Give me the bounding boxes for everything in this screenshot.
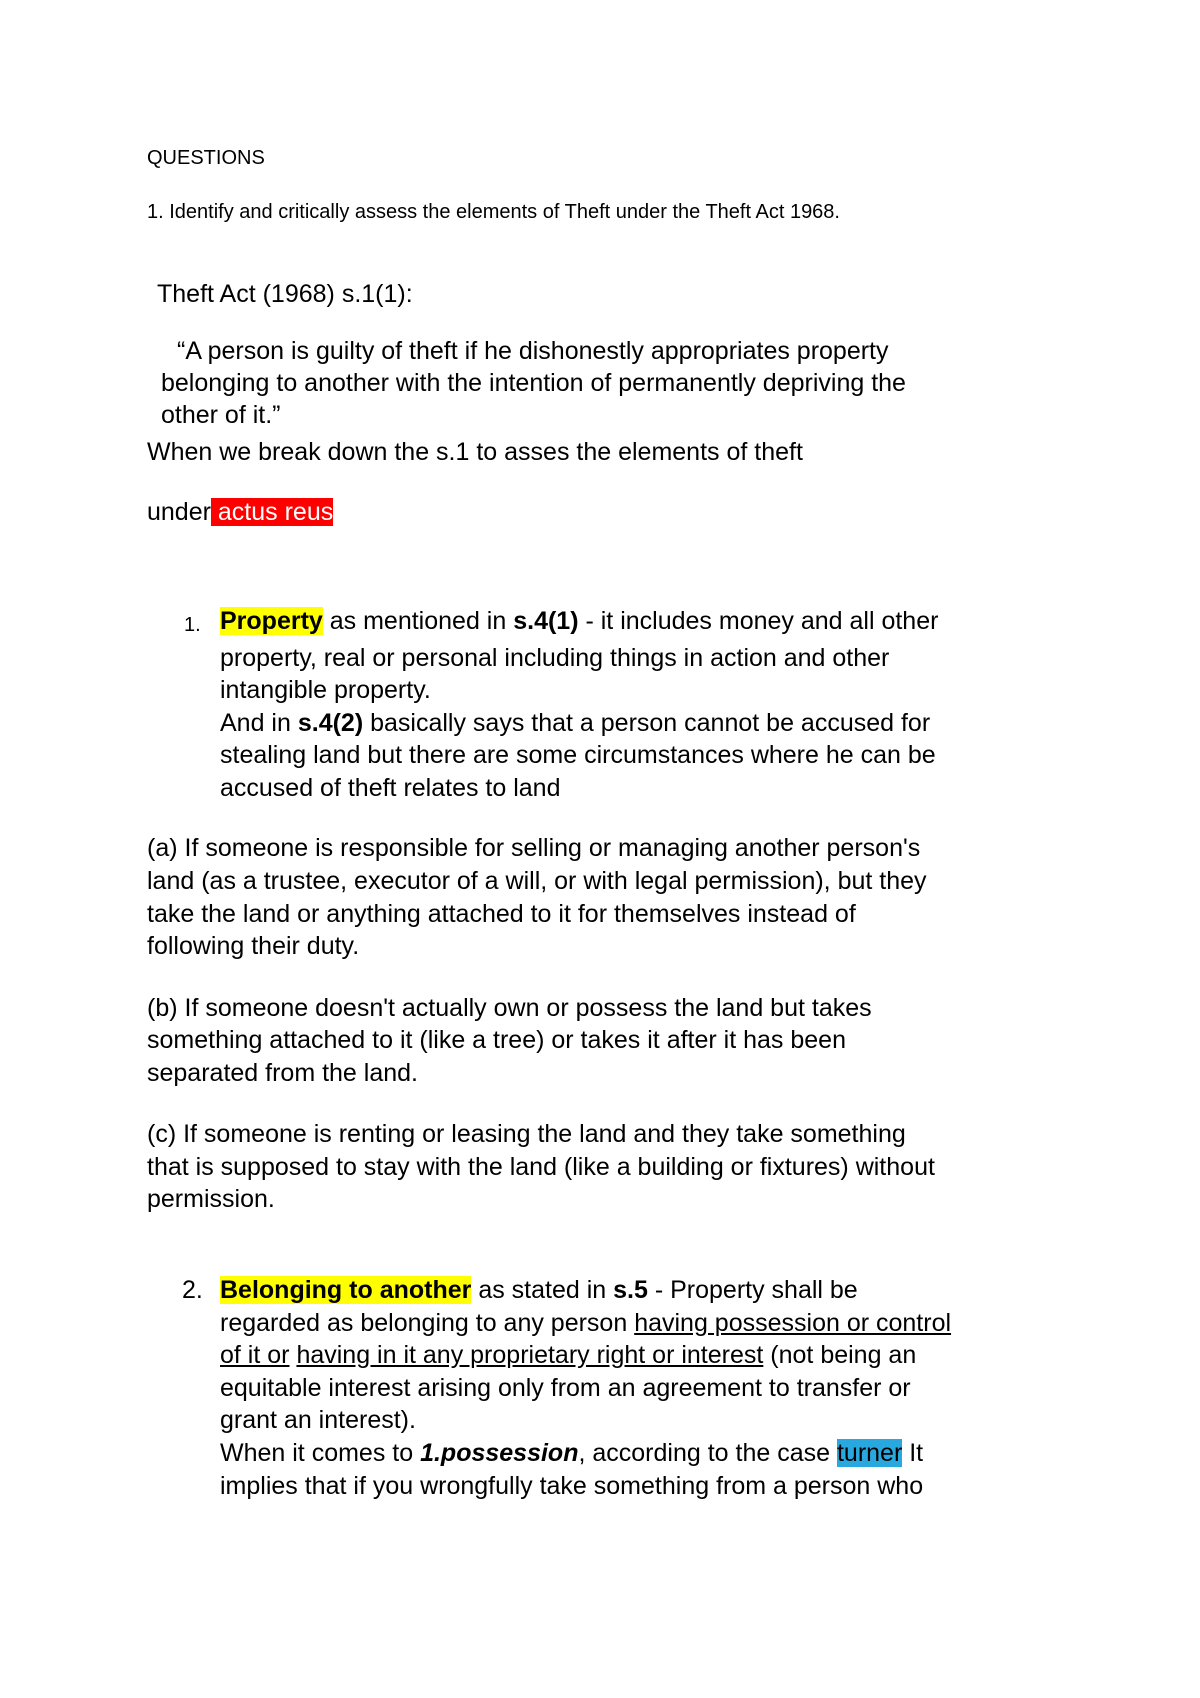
item-1-text-a: as mentioned in [322,607,514,635]
item-2-line-2 [220,1309,951,1338]
item-2-number: 2. [182,1276,203,1304]
item-2-line-5: grant an interest). [220,1406,416,1434]
item-2-line-1 [220,1276,858,1305]
question-1: 1. Identify and critically assess the elements of Theft under the Theft Act 1968. [147,201,840,223]
para-b-line-1: (b) If someone doesn't actually own or possess the land but takes [147,994,872,1022]
quote-line-2: belonging to another with the intention of permanently depriving the [161,369,906,397]
heading: QUESTIONS [147,147,265,169]
item-2-line-6-rest: It [902,1439,924,1467]
section-4-1: s.4(1) [513,607,579,635]
item-2-line-6-prefix: When it comes to [220,1439,421,1467]
turner-case-highlight: turner [836,1439,903,1467]
item-1-line-4 [220,709,930,738]
item-1-line-1 [220,607,938,636]
para-a-line-1: (a) If someone is responsible for selling or managing another person's [147,834,921,862]
under-line [147,498,333,527]
item-1-line-4-prefix: And in [220,709,298,737]
item-2-line-7: implies that if you wrongfully take something from a person who [220,1472,924,1500]
para-a-line-3: take the land or anything attached to it for themselves instead of [147,900,856,928]
item-2-line-2-underline: having possession or control [634,1309,952,1337]
property-term: Property [220,607,323,635]
item-1-line-2: property, real or personal including things in action and other [220,644,890,672]
item-2-line-6-mid: , according to the case [578,1439,837,1467]
item-2-line-6 [220,1439,923,1468]
item-1-text-b: - it includes money and all other [578,607,939,635]
actus-reus-highlight: actus reus [210,498,334,526]
possession-term: 1.possession [420,1439,579,1467]
item-2-line-3 [220,1341,916,1370]
act-title: Theft Act (1968) s.1(1): [157,280,413,308]
item-1-line-5: stealing land but there are some circumstances where he can be [220,741,936,769]
under-prefix: under [147,498,211,526]
section-5: s.5 [613,1276,648,1304]
item-2-line-2-prefix: regarded as belonging to any person [220,1309,635,1337]
para-b-line-2: something attached to it (like a tree) or takes it after it has been [147,1026,846,1054]
item-1-number: 1. [184,614,201,636]
item-2-text-a: as stated in [471,1276,614,1304]
para-a-line-2: land (as a trustee, executor of a will, or with legal permission), but they [147,867,927,895]
para-a-line-4: following their duty. [147,932,360,960]
para-c-line-2: that is supposed to stay with the land (like a building or fixtures) without [147,1153,935,1181]
item-2-line-3-rest: (not being an [763,1341,917,1369]
item-1-line-4-rest: basically says that a person cannot be accused for [363,709,931,737]
item-1-line-3: intangible property. [220,676,431,704]
quote-line-1: “A person is guilty of theft if he dishonestly appropriates property [177,337,889,365]
belonging-to-another-term: Belonging to another [220,1276,472,1304]
para-c-line-1: (c) If someone is renting or leasing the land and they take something [147,1120,906,1148]
item-2-text-b: - Property shall be [647,1276,858,1304]
item-2-line-3-underline-a: of it or [220,1341,290,1369]
item-2-line-4: equitable interest arising only from an agreement to transfer or [220,1374,911,1402]
para-b-line-3: separated from the land. [147,1059,418,1087]
para-c-line-3: permission. [147,1185,275,1213]
quote-line-3: other of it.” [161,401,281,429]
item-2-line-3-underline-b: having in it any proprietary right or interest [296,1341,764,1369]
breakdown-text: When we break down the s.1 to asses the elements of theft [147,438,803,466]
section-4-2: s.4(2) [297,709,364,737]
item-1-line-6: accused of theft relates to land [220,774,561,802]
